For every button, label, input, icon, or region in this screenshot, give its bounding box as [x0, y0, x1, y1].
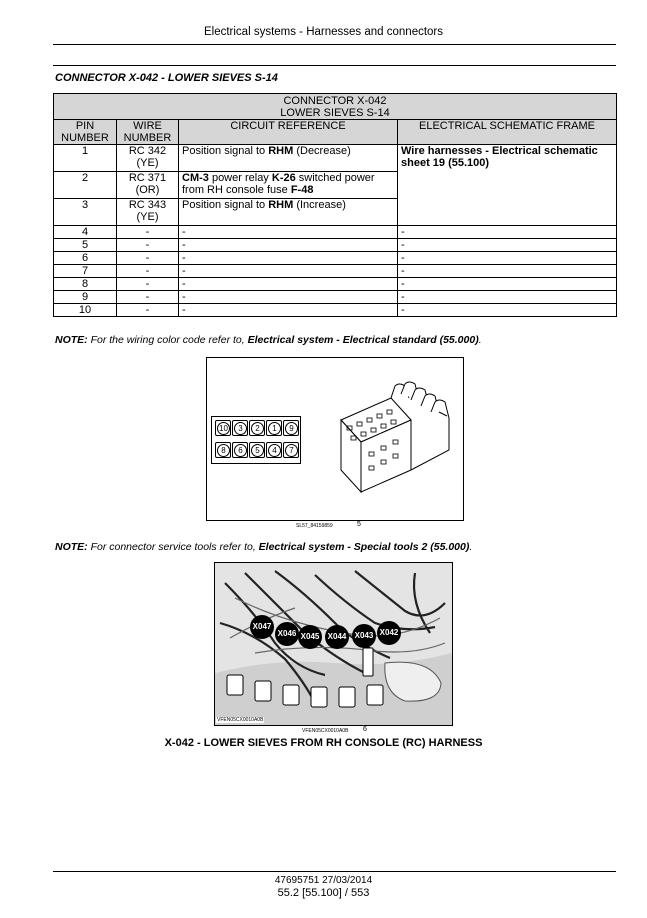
pin-icon: [266, 442, 282, 458]
harness-label-x045: X045: [298, 625, 322, 649]
circuit-bold: RHM: [268, 145, 294, 157]
frame-cell: -: [398, 265, 617, 278]
page-header: Electrical systems - Harnesses and connectors: [203, 26, 444, 38]
wire-color: (OR): [135, 184, 160, 196]
wire-cell: -: [117, 304, 179, 317]
note-link[interactable]: Electrical system - Special tools 2 (55.000): [258, 541, 470, 553]
pin-icon: [249, 420, 265, 436]
table-row: [54, 252, 617, 265]
photo-inner-code: VFEN05CX0010A0B: [217, 717, 264, 723]
circuit-bold: RHM: [268, 199, 294, 211]
pin-cell: 3: [54, 199, 117, 226]
circuit-cell: -: [179, 291, 398, 304]
pin-icon: [283, 442, 299, 458]
column-header-frame: ELECTRICAL SCHEMATIC FRAME: [398, 120, 617, 145]
circuit-text: Position signal to: [182, 145, 269, 157]
wire-cell: -: [117, 278, 179, 291]
note-end: .: [478, 334, 482, 346]
pin-cell: 5: [54, 239, 117, 252]
pin-number: 1: [268, 422, 281, 435]
pin-icon: [215, 442, 231, 458]
pin-number: 2: [251, 422, 264, 435]
circuit-cell: [179, 172, 398, 199]
circuit-cell: [179, 145, 398, 172]
harness-label-x044: X044: [325, 625, 349, 649]
pin-cell: 1: [54, 145, 117, 172]
frame-cell: -: [398, 239, 617, 252]
circuit-text-end: (Decrease): [293, 145, 351, 157]
frame-cell: -: [398, 226, 617, 239]
harness-label-x042: X042: [377, 621, 401, 645]
figure-number: 6: [363, 726, 367, 733]
circuit-cell: -: [179, 239, 398, 252]
wire-cell: [117, 145, 179, 172]
pin-cell: 10: [54, 304, 117, 317]
frame-cell: -: [398, 252, 617, 265]
figure-caption: X-042 - LOWER SIEVES FROM RH CONSOLE (RC) HARNESS: [164, 737, 483, 749]
wire-number: RC 343: [128, 199, 167, 211]
note-end: .: [469, 541, 473, 553]
wire-cell: [117, 199, 179, 226]
frame-cell: -: [398, 291, 617, 304]
connector-figure: [206, 357, 464, 521]
pin-cell: 6: [54, 252, 117, 265]
circuit-cell: -: [179, 265, 398, 278]
harness-label-x047: X047: [250, 615, 274, 639]
table-row: [54, 304, 617, 317]
note-text: For connector service tools refer to,: [87, 541, 259, 553]
frame-cell: -: [398, 278, 617, 291]
figure-caption-id: SL57_84159859: [296, 523, 333, 529]
pin-icon: [266, 420, 282, 436]
circuit-cell: -: [179, 226, 398, 239]
pin-icon: [215, 420, 231, 436]
table-row: [54, 291, 617, 304]
pin-number: 5: [251, 444, 264, 457]
wire-color: (YE): [136, 211, 159, 223]
connector-3d-icon: [335, 380, 461, 498]
pin-icon: [232, 442, 248, 458]
wire-cell: -: [117, 291, 179, 304]
pin-cell: 7: [54, 265, 117, 278]
wire-cell: -: [117, 252, 179, 265]
note-wiring-color: [55, 334, 482, 346]
figure-caption-id: VFEN05CX0010A0B: [302, 728, 349, 734]
pin-number: 4: [268, 444, 281, 457]
footer-doc-date: 47695751 27/03/2014: [274, 875, 373, 886]
circuit-cell: [179, 199, 398, 226]
note-link[interactable]: Electrical system - Electrical standard (55.000): [247, 334, 479, 346]
header-rule: [53, 44, 616, 45]
table-row: [54, 265, 617, 278]
table-row: [54, 226, 617, 239]
wire-cell: -: [117, 226, 179, 239]
frame-cell: [398, 145, 617, 226]
harness-photo: [214, 562, 453, 726]
pin-number: 3: [234, 422, 247, 435]
note-label: NOTE:: [55, 334, 88, 346]
harness-label-x043: X043: [352, 624, 376, 648]
circuit-cell: -: [179, 278, 398, 291]
note-label: NOTE:: [55, 541, 88, 553]
section-title: CONNECTOR X-042 - LOWER SIEVES S-14: [55, 72, 278, 84]
circuit-bold: K-26: [271, 172, 296, 184]
circuit-text-end: (Increase): [293, 199, 346, 211]
table-row: [54, 239, 617, 252]
frame-cell: -: [398, 304, 617, 317]
table-title: [54, 94, 617, 120]
note-service-tools: [55, 541, 472, 553]
figure-number: 5: [357, 521, 361, 528]
pin-number: 7: [285, 444, 298, 457]
pin-cell: 2: [54, 172, 117, 199]
column-header-pin: [54, 120, 117, 145]
pin-icon: [249, 442, 265, 458]
pin-number: 9: [285, 422, 298, 435]
pin-cell: 4: [54, 226, 117, 239]
footer-page-number: 55.2 [55.100] / 553: [277, 887, 370, 899]
pin-header-line2: NUMBER: [61, 132, 109, 144]
wire-number: RC 371: [128, 172, 167, 184]
table-title-line1: CONNECTOR X-042: [283, 95, 387, 107]
wire-color: (YE): [136, 157, 159, 169]
harness-label-x046: X046: [275, 622, 299, 646]
table-row: [54, 278, 617, 291]
wire-number: RC 342: [128, 145, 167, 157]
table-title-line2: LOWER SIEVES S-14: [280, 107, 390, 119]
section-rule: [53, 65, 616, 66]
circuit-text: switched power from RH console fuse: [182, 172, 375, 196]
column-header-wire: [117, 120, 179, 145]
circuit-bold: CM-3: [182, 172, 209, 184]
pin-icon: [232, 420, 248, 436]
circuit-bold: F-48: [290, 184, 314, 196]
wire-cell: -: [117, 265, 179, 278]
circuit-text: power relay: [208, 172, 272, 184]
table-row: [54, 145, 617, 172]
column-header-circuit: CIRCUIT REFERENCE: [179, 120, 398, 145]
circuit-cell: -: [179, 252, 398, 265]
circuit-cell: -: [179, 304, 398, 317]
wire-cell: -: [117, 239, 179, 252]
note-text: For the wiring color code refer to,: [87, 334, 248, 346]
connector-table: [53, 93, 617, 317]
footer-rule: [53, 871, 616, 872]
pin-cell: 8: [54, 278, 117, 291]
wire-header-line2: NUMBER: [123, 132, 172, 144]
pin-header-line1: PIN: [75, 120, 95, 132]
wire-cell: [117, 172, 179, 199]
pin-number: 6: [234, 444, 247, 457]
pin-number: 8: [217, 444, 230, 457]
pin-icon: [283, 420, 299, 436]
wire-header-line1: WIRE: [133, 120, 162, 132]
circuit-text: Position signal to: [182, 199, 269, 211]
pin-cell: 9: [54, 291, 117, 304]
frame-link[interactable]: Wire harnesses - Electrical schematic sheet 19 (55.100): [401, 145, 598, 169]
pin-number: 10: [217, 422, 230, 435]
